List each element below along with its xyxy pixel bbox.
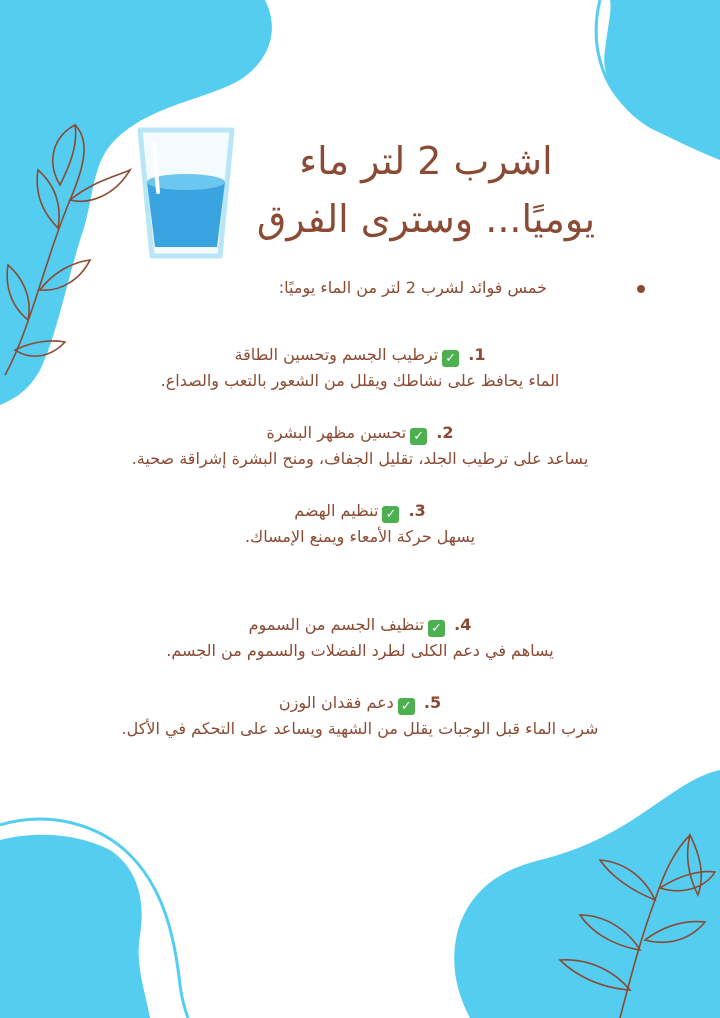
benefit-title: دعم فقدان الوزن [278, 693, 394, 712]
check-mark-icon: ✓ [382, 506, 399, 523]
benefit-description: يسهل حركة الأمعاء ويمنع الإمساك. [244, 527, 476, 546]
check-mark-icon: ✓ [410, 428, 427, 445]
benefit-description: يساهم في دعم الكلى لطرد الفضلات والسموم من الجسم. [166, 641, 554, 660]
check-mark-icon: ✓ [442, 350, 459, 367]
benefit-item [70, 498, 650, 550]
bottom-left-blob [0, 835, 150, 1018]
benefit-item [70, 612, 650, 664]
benefit-title: تحسين مظهر البشرة [266, 423, 407, 442]
benefit-item [70, 342, 650, 394]
benefit-number: 2. [436, 423, 454, 442]
benefit-item [70, 420, 650, 472]
benefit-description: الماء يحافظ على نشاطك ويقلل من الشعور بالتعب والصداع. [160, 371, 560, 390]
bullet-dot [637, 285, 645, 293]
title-line-2: يوميًا... وسترى الفرق [256, 197, 596, 241]
benefit-title: تنظيف الجسم من السموم [248, 615, 425, 634]
check-mark-icon: ✓ [398, 698, 415, 715]
benefit-number: 5. [423, 693, 442, 712]
benefit-number: 3. [408, 501, 426, 520]
benefit-description: شرب الماء قبل الوجبات يقلل من الشهية ويساعد على التحكم في الأكل. [121, 719, 599, 738]
benefit-number: 1. [468, 345, 486, 364]
subtitle-text: خمس فوائد لشرب 2 لتر من الماء يوميًا: [278, 278, 547, 297]
benefit-title: تنظيم الهضم [294, 501, 379, 520]
benefit-number: 4. [454, 615, 472, 634]
benefit-title: ترطيب الجسم وتحسين الطاقة [234, 345, 439, 364]
benefits-list [70, 342, 650, 742]
benefit-item [70, 690, 650, 742]
bottom-right-blob [454, 770, 720, 1018]
subtitle [150, 276, 645, 300]
check-mark-icon: ✓ [428, 620, 445, 637]
water-glass-icon [134, 122, 238, 264]
title-line-1: اشرب 2 لتر ماء [299, 139, 553, 183]
benefit-description: يساعد على ترطيب الجلد، تقليل الجفاف، ومنح البشرة إشراقة صحية. [131, 449, 589, 468]
top-right-blob [604, 0, 720, 160]
page-title [240, 132, 612, 248]
